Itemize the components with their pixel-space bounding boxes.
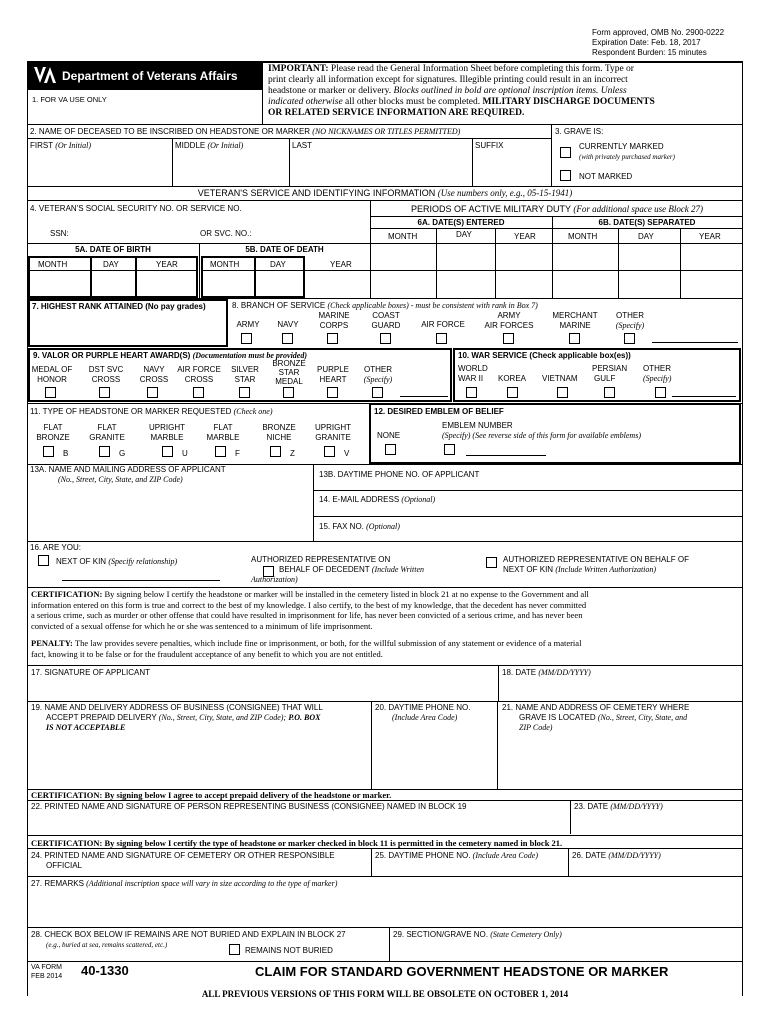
respondent-burden: Respondent Burden: 15 minutes <box>592 48 707 57</box>
not-marked-label: NOT MARKED <box>579 172 633 181</box>
emblem-none-label: NONE <box>377 431 401 440</box>
marine-corps-checkbox[interactable] <box>327 333 338 344</box>
code-v: V <box>344 449 350 458</box>
block16-label: 16. ARE YOU: <box>30 543 81 552</box>
vietnam-label: VIETNAM <box>542 374 578 383</box>
form-title: CLAIM FOR STANDARD GOVERNMENT HEADSTONE OR MARKER <box>255 964 669 979</box>
block28-label: 28. CHECK BOX BELOW IF REMAINS ARE NOT BURIED AND EXPLAIN IN BLOCK 27 <box>31 930 346 939</box>
date-entered-1[interactable] <box>371 244 551 269</box>
agency-name: Department of Veterans Affairs <box>62 69 238 83</box>
block21-line3: ZIP Code) <box>519 723 553 732</box>
bronze-star-checkbox[interactable] <box>283 387 294 398</box>
air-force-checkbox[interactable] <box>436 333 447 344</box>
army-checkbox[interactable] <box>241 333 252 344</box>
date-entered-2[interactable] <box>371 271 551 297</box>
dod-year-field[interactable] <box>306 272 369 296</box>
dob-month-label: MONTH <box>38 260 68 269</box>
korea-checkbox[interactable] <box>507 387 518 398</box>
block5a-label: 5A. DATE OF BIRTH <box>75 245 151 254</box>
block9-label: 9. VALOR OR PURPLE HEART AWARD(S) (Documentation must be provided) <box>33 351 308 360</box>
code-f: F <box>235 449 240 458</box>
block11-label: 11. TYPE OF HEADSTONE OR MARKER REQUESTED (Check one) <box>30 407 273 416</box>
dob-day-field[interactable] <box>92 272 134 296</box>
consignee-phone-field[interactable] <box>374 735 494 787</box>
ww2-checkbox[interactable] <box>466 387 477 398</box>
block6a-label: 6A. DATE(S) ENTERED <box>417 218 505 227</box>
dod-month-field[interactable] <box>203 272 253 296</box>
expiration-date: Expiration Date: Feb. 18, 2017 <box>592 38 701 47</box>
official-signature-field[interactable] <box>30 870 368 875</box>
block21-line2: GRAVE IS LOCATED (No., Street, City, State, and <box>519 713 688 722</box>
flat-marble-label: FLAT MARBLE <box>206 423 240 442</box>
date-separated-1[interactable] <box>553 244 742 269</box>
suffix-label: SUFFIX <box>475 141 504 150</box>
not-marked-checkbox[interactable] <box>560 170 571 181</box>
ssn-field[interactable] <box>70 226 190 240</box>
flat-marble-checkbox[interactable] <box>215 446 226 457</box>
6a-month-label: MONTH <box>388 232 418 241</box>
moh-checkbox[interactable] <box>45 387 56 398</box>
last-name-field[interactable] <box>290 151 471 185</box>
af-cross-checkbox[interactable] <box>193 387 204 398</box>
upright-marble-label: UPRIGHT MARBLE <box>149 423 185 442</box>
dod-month-label: MONTH <box>210 260 240 269</box>
merchant-marine-checkbox[interactable] <box>569 333 580 344</box>
army-air-forces-checkbox[interactable] <box>503 333 514 344</box>
block2-label: 2. NAME OF DECEASED TO BE INSCRIBED ON HEADSTONE OR MARKER (NO NICKNAMES OR TITLES PERMITTED) <box>30 127 461 136</box>
fax-label: 15. FAX NO. (Optional) <box>319 522 400 531</box>
block13b-label: 13B. DAYTIME PHONE NO. OF APPLICANT <box>319 470 480 479</box>
valor-other-checkbox[interactable] <box>372 387 383 398</box>
block20-hint: (Include Area Code) <box>392 713 458 722</box>
air-force-label: AIR FORCE <box>421 320 465 329</box>
block10-label: 10. WAR SERVICE (Check applicable box(es)) <box>458 351 631 360</box>
currently-marked-checkbox[interactable] <box>560 147 571 158</box>
moh-label: MEDAL OF HONOR <box>31 365 73 384</box>
service-no-label: OR SVC. NO.: <box>200 229 252 238</box>
applicant-date-field[interactable] <box>500 680 740 700</box>
dsc-checkbox[interactable] <box>99 387 110 398</box>
auth-rep-decedent-line1: AUTHORIZED REPRESENTATIVE ON <box>251 555 391 564</box>
navy-cross-label: NAVY CROSS <box>139 365 169 384</box>
vietnam-checkbox[interactable] <box>557 387 568 398</box>
block22-label: 22. PRINTED NAME AND SIGNATURE OF PERSON REPRESENTING BUSINESS (CONSIGNEE) NAMED IN BLOCK 19 <box>31 802 467 811</box>
cemetery-address-field[interactable] <box>500 735 740 787</box>
upright-marble-checkbox[interactable] <box>162 446 173 457</box>
email-label: 14. E-MAIL ADDRESS (Optional) <box>319 495 436 504</box>
merchant-marine-label: MERCHANT MARINE <box>552 311 598 330</box>
6a-day-label: DAY <box>456 230 472 239</box>
auth-rep-kin-line2: NEXT OF KIN (Include Written Authorization) <box>503 565 657 574</box>
dob-year-label: YEAR <box>156 260 178 269</box>
persian-gulf-label: PERSIAN GULF <box>592 364 628 383</box>
section-grave-field[interactable] <box>392 942 740 960</box>
ww2-label: WORLD WAR II <box>458 364 488 383</box>
important-notice: IMPORTANT: Please read the General Information Sheet before completing this form. Type or print clearly all information except for signatures. Illegible printing could result in an incorrect headstone or marker or delivery. Blocks outlined in bold are optional inscription items. Unless indicated otherwise all other blocks must be completed. MILITARY DISCHARGE DOCUMENTS OR RELATED SERVICE INFORMATION ARE REQUIRED. <box>268 64 655 118</box>
privately-purchased-label: (with privately purchased marker) <box>579 153 675 161</box>
block28-hint: (e.g., buried at sea, remains scattered, etc.) <box>46 941 168 949</box>
bronze-niche-label: BRONZE NICHE <box>262 423 296 442</box>
coast-guard-checkbox[interactable] <box>380 333 391 344</box>
block8-label: 8. BRANCH OF SERVICE (Check applicable boxes) - must be consistent with rank in Box 7) <box>232 301 538 310</box>
dob-month-field[interactable] <box>30 272 89 296</box>
block29-label: 29. SECTION/GRAVE NO. (State Cemetery Only) <box>393 930 562 939</box>
emblem-none-checkbox[interactable] <box>385 444 396 455</box>
remains-not-buried-checkbox[interactable] <box>229 944 240 955</box>
auth-rep-decedent-line2: BEHALF OF DECEDENT (Include Written <box>279 565 424 574</box>
branch-other-checkbox[interactable] <box>624 333 635 344</box>
dob-day-label: DAY <box>103 260 119 269</box>
emblem-number-label: EMBLEM NUMBER <box>442 421 513 430</box>
navy-label: NAVY <box>277 320 299 329</box>
currently-marked-label: CURRENTLY MARKED <box>579 142 664 151</box>
block4-label: 4. VETERAN'S SOCIAL SECURITY NO. OR SERVICE NO. <box>30 204 242 213</box>
code-z: Z <box>290 449 295 458</box>
af-cross-label: AIR FORCE CROSS <box>177 365 221 384</box>
block19-line2: ACCEPT PREPAID DELIVERY (No., Street, City, State, and ZIP Code); P.O. BOX <box>46 713 321 722</box>
certification-text: CERTIFICATION: By signing below I certify the headstone or marker will be installed in the cemetery listed in block 21 at no expense to the Government and all information entered on this form is true and correct to the best of my knowledge. I also certify, to the best of my knowledge, that the decedent has never committed a serious crime, such as murder or other offense that could have resulted in imprisonment for life, has never been convicted of a serious crime, and has never been convicted of a sexual offense for which he or she was sentenced to a minimum of life imprisonment. PENALTY: The law provides severe penalties, which include fine or imprisonment, or both, for the willful submission of any statement or evidence of a material fact, knowing it to be false or for the fraudulent acceptance of any benefit to which you are not entitled. <box>31 589 589 659</box>
va-seal-icon <box>32 65 62 87</box>
emblem-hint: (Specify) (See reverse side of this form for available emblems) <box>442 431 641 440</box>
form-date: FEB 2014 <box>31 973 63 980</box>
applicant-signature-field[interactable] <box>30 680 496 700</box>
cert3-text: CERTIFICATION: By signing below I certify the type of headstone or marker checked in block 11 is permitted in the cemetery named in block 21. <box>31 838 563 848</box>
war-other-checkbox[interactable] <box>655 387 666 398</box>
consignee-signature-field[interactable] <box>30 813 568 833</box>
next-of-kin-checkbox[interactable] <box>38 555 49 566</box>
dod-year-label: YEAR <box>330 260 352 269</box>
emblem-number-line[interactable] <box>466 455 546 456</box>
flat-granite-label: FLAT GRANITE <box>89 423 125 442</box>
silver-star-label: SILVER STAR <box>231 365 259 384</box>
next-of-kin-label: NEXT OF KIN (Specify relationship) <box>56 557 178 566</box>
code-u: U <box>182 449 188 458</box>
first-name-label: FIRST (Or Initial) <box>30 141 91 150</box>
middle-name-label: MIDDLE (Or Initial) <box>175 141 244 150</box>
flat-bronze-label: FLAT BRONZE <box>36 423 70 442</box>
purple-heart-checkbox[interactable] <box>327 387 338 398</box>
block23-label: 23. DATE (MM/DD/YYYY) <box>574 802 663 811</box>
emblem-checkbox[interactable] <box>444 444 455 455</box>
block5b-label: 5B. DATE OF DEATH <box>245 245 324 254</box>
flat-granite-checkbox[interactable] <box>99 446 110 457</box>
block13a-hint: (No., Street, City, State, and ZIP Code) <box>58 475 183 484</box>
army-air-forces-label: ARMY AIR FORCES <box>484 311 534 330</box>
first-name-field[interactable] <box>28 151 171 185</box>
auth-rep-kin-checkbox[interactable] <box>486 557 497 568</box>
korea-label: KOREA <box>498 374 527 383</box>
block19-line1: 19. NAME AND DELIVERY ADDRESS OF BUSINESS (CONSIGNEE) THAT WILL <box>31 703 323 712</box>
army-label: ARMY <box>236 320 260 329</box>
block19-line3: IS NOT ACCEPTABLE <box>46 723 126 732</box>
block17-label: 17. SIGNATURE OF APPLICANT <box>31 668 150 677</box>
block24-line1: 24. PRINTED NAME AND SIGNATURE OF CEMETERY OR OTHER RESPONSIBLE <box>31 851 335 860</box>
middle-name-field[interactable] <box>173 151 288 185</box>
code-b: B <box>63 449 69 458</box>
block27-label: 27. REMARKS (Additional inscription space will vary in size according to the type of marker) <box>31 879 338 888</box>
block20-label: 20. DAYTIME PHONE NO. <box>375 703 471 712</box>
navy-cross-checkbox[interactable] <box>147 387 158 398</box>
6b-year-label: YEAR <box>699 232 721 241</box>
auth-rep-decedent-line3: Authorization) <box>251 575 298 584</box>
block25-label: 25. DAYTIME PHONE NO. (Include Area Code) <box>375 851 538 860</box>
block18-label: 18. DATE (MM/DD/YYYY) <box>502 668 591 677</box>
ssn-label: SSN: <box>50 229 69 238</box>
service-section-title: VETERAN'S SERVICE AND IDENTIFYING INFORMATION (Use numbers only, e.g., 05-15-1941) <box>197 188 573 198</box>
bronze-star-label: BRONZE STAR MEDAL <box>272 359 306 386</box>
obsolete-notice: ALL PREVIOUS VERSIONS OF THIS FORM WILL BE OBSOLETE ON OCTOBER 1, 2014 <box>201 989 569 999</box>
form-number: 40-1330 <box>81 963 129 978</box>
va-form-label: VA FORM <box>31 964 62 971</box>
dob-year-field[interactable] <box>137 272 196 296</box>
block6-title: PERIODS OF ACTIVE MILITARY DUTY (For additional space use Block 27) <box>410 204 704 214</box>
consignee-address-field[interactable] <box>30 735 368 787</box>
dod-day-label: DAY <box>270 260 286 269</box>
last-name-label: LAST <box>292 141 313 150</box>
6b-day-label: DAY <box>638 232 654 241</box>
block7-label: 7. HIGHEST RANK ATTAINED (No pay grades) <box>32 302 206 311</box>
flat-bronze-checkbox[interactable] <box>43 446 54 457</box>
applicant-address-field[interactable] <box>30 487 310 539</box>
marine-corps-label: MARINE CORPS <box>318 311 350 330</box>
block3-label: 3. GRAVE IS: <box>555 127 604 136</box>
dod-day-field[interactable] <box>256 272 303 296</box>
purple-heart-label: PURPLE HEART <box>316 365 349 384</box>
block6b-label: 6B. DATE(S) SEPARATED <box>598 218 696 227</box>
bronze-niche-checkbox[interactable] <box>270 446 281 457</box>
code-g: G <box>119 449 126 458</box>
remarks-field[interactable] <box>30 890 740 925</box>
valor-other-label: OTHER (Specify) <box>363 365 393 384</box>
silver-star-checkbox[interactable] <box>239 387 250 398</box>
upright-granite-label: UPRIGHT GRANITE <box>315 423 351 442</box>
persian-gulf-checkbox[interactable] <box>604 387 615 398</box>
block12-label: 12. DESIRED EMBLEM OF BELIEF <box>374 407 504 416</box>
navy-checkbox[interactable] <box>282 333 293 344</box>
block24-line2: OFFICIAL <box>46 861 83 870</box>
auth-rep-kin-line1: AUTHORIZED REPRESENTATIVE ON BEHALF OF <box>503 555 689 564</box>
cert2-text: CERTIFICATION: By signing below I agree to accept prepaid delivery of the headstone or marker. <box>31 790 392 800</box>
omb-number: Form approved, OMB No. 2900-0222 <box>592 28 725 37</box>
6a-year-label: YEAR <box>514 232 536 241</box>
block26-label: 26. DATE (MM/DD/YYYY) <box>572 851 661 860</box>
dsc-label: DST SVC CROSS <box>88 365 124 384</box>
va-use-only-label: 1. FOR VA USE ONLY <box>32 95 107 104</box>
suffix-field[interactable] <box>473 151 550 185</box>
branch-other-label: OTHER (Specify) <box>615 311 645 330</box>
consignee-date-field[interactable] <box>572 813 740 833</box>
upright-granite-checkbox[interactable] <box>324 446 335 457</box>
remains-not-buried-label: REMAINS NOT BURIED <box>245 946 333 955</box>
war-other-label: OTHER (Specify) <box>643 364 672 383</box>
block21-line1: 21. NAME AND ADDRESS OF CEMETERY WHERE <box>502 703 690 712</box>
va-logo-banner <box>28 62 262 90</box>
block13a-label: 13A. NAME AND MAILING ADDRESS OF APPLICANT <box>30 465 226 474</box>
date-separated-2[interactable] <box>553 271 742 297</box>
coast-guard-label: COAST GUARD <box>371 311 401 330</box>
6b-month-label: MONTH <box>568 232 598 241</box>
service-no-field[interactable] <box>250 226 365 240</box>
